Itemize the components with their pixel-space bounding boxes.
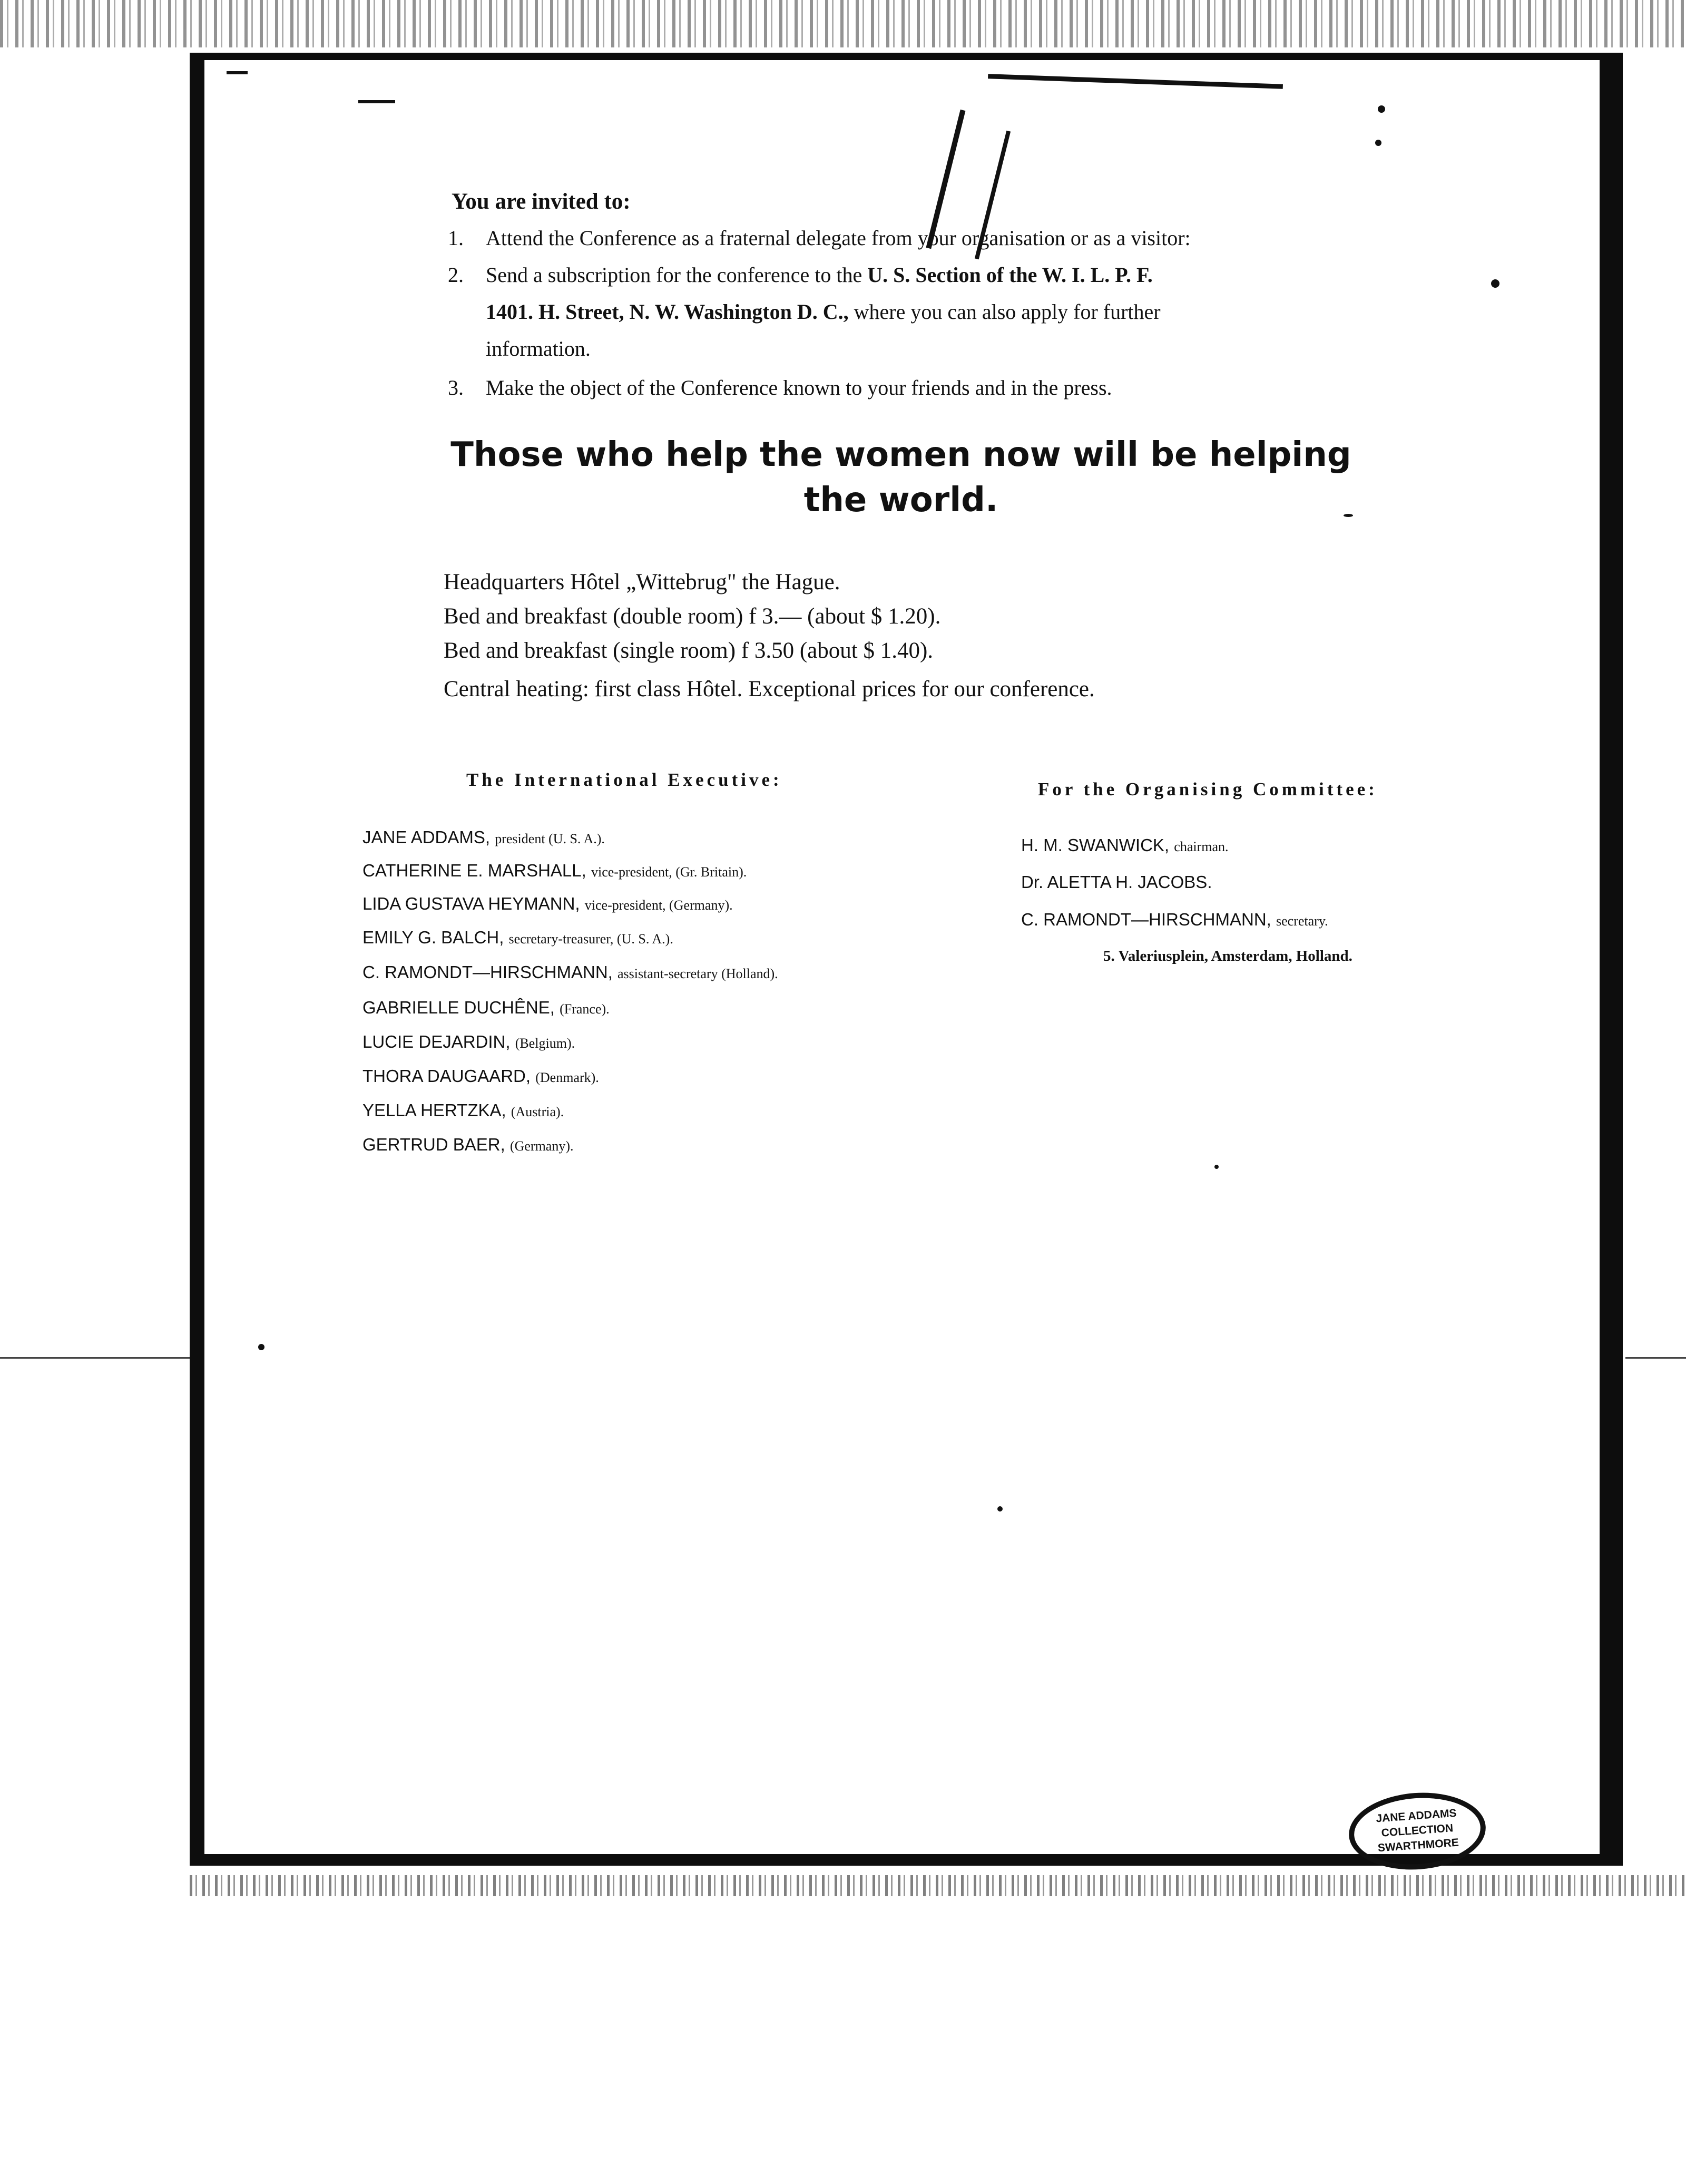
executive-member — [362, 894, 733, 914]
slogan-line: Those who help the women now will be helping — [450, 435, 1351, 474]
member-name: JANE ADDAMS, — [362, 827, 491, 847]
member-name: YELLA HERTZKA, — [362, 1100, 506, 1120]
document-page — [190, 53, 1623, 1866]
executive-member — [362, 861, 747, 881]
pen-mark — [227, 71, 248, 74]
hotel-line: Bed and breakfast (double room) f 3.— (about $ 1.20). — [444, 604, 941, 629]
executive-member — [362, 1135, 574, 1155]
member-name: Dr. ALETTA H. JACOBS. — [1021, 872, 1212, 892]
invitation-item-2-cont — [486, 299, 1161, 324]
member-name: C. RAMONDT—HIRSCHMANN, — [1021, 910, 1271, 929]
invitation-item-3 — [448, 375, 1112, 400]
invitation-item-1 — [448, 226, 1191, 250]
committee-member — [1021, 835, 1229, 855]
slogan-line: the world. — [803, 481, 998, 520]
fold-line-left — [0, 1357, 190, 1359]
hotel-line: Headquarters Hôtel „Wittebrug" the Hague. — [444, 570, 840, 594]
invitation-heading: You are invited to: — [452, 189, 631, 214]
member-role: chairman. — [1174, 839, 1229, 854]
member-name: GERTRUD BAER, — [362, 1135, 505, 1154]
member-role: vice-president, (Gr. Britain). — [591, 864, 747, 880]
executive-member — [362, 1032, 575, 1052]
member-role: assistant-secretary (Holland). — [617, 966, 778, 981]
member-name: THORA DAUGAARD, — [362, 1066, 531, 1086]
speck — [997, 1506, 1003, 1512]
executive-member — [362, 1066, 599, 1086]
item-number: 1. — [448, 226, 464, 250]
member-name: GABRIELLE DUCHÊNE, — [362, 998, 555, 1017]
member-role: (Germany). — [509, 1138, 574, 1154]
item-number: 3. — [448, 376, 464, 399]
executive-heading: The International Executive: — [466, 769, 782, 790]
stamp-line: COLLECTION — [1381, 1822, 1454, 1839]
item-text: Send a subscription for the conference to the — [486, 263, 868, 287]
scan-bottom-edge — [190, 1875, 1686, 1896]
committee-member — [1021, 872, 1212, 892]
speck — [1491, 279, 1499, 288]
speck — [1214, 1165, 1219, 1169]
scan-top-edge — [0, 0, 1686, 47]
item-text: Attend the Conference as a fraternal delegate from your organisation or as a visitor: — [486, 226, 1191, 250]
speck — [258, 1344, 264, 1350]
executive-member — [362, 962, 778, 982]
member-name: CATHERINE E. MARSHALL, — [362, 861, 586, 880]
member-name: EMILY G. BALCH, — [362, 928, 504, 947]
item-number: 2. — [448, 263, 464, 287]
member-role: secretary. — [1276, 913, 1328, 929]
executive-member — [362, 998, 610, 1018]
stamp-line: SWARTHMORE — [1377, 1836, 1459, 1855]
hotel-line: Central heating: first class Hôtel. Exceptional prices for our conference. — [444, 677, 1095, 701]
committee-member — [1021, 910, 1328, 930]
pen-mark — [358, 100, 395, 103]
member-role: (Denmark). — [535, 1070, 599, 1085]
item-text-bold: U. S. Section of the W. I. L. P. F. — [867, 263, 1153, 287]
member-role: vice-president, (Germany). — [584, 898, 733, 913]
invitation-item-2-cont: information. — [486, 337, 591, 360]
executive-member — [362, 928, 673, 948]
speck — [1378, 105, 1385, 113]
member-role: (France). — [560, 1001, 610, 1017]
member-role: secretary-treasurer, (U. S. A.). — [508, 931, 673, 947]
item-text-bold: 1401. H. Street, N. W. Washington D. C., — [486, 300, 849, 324]
speck — [1375, 140, 1381, 146]
member-name: LUCIE DEJARDIN, — [362, 1032, 511, 1051]
committee-address: 5. Valeriusplein, Amsterdam, Holland. — [1103, 948, 1352, 964]
member-role: president (U. S. A.). — [495, 831, 605, 846]
executive-member — [362, 827, 605, 847]
executive-member — [362, 1100, 564, 1120]
fold-line-right — [1625, 1357, 1686, 1359]
member-name: H. M. SWANWICK, — [1021, 835, 1170, 855]
slogan — [400, 432, 1401, 523]
member-name: LIDA GUSTAVA HEYMANN, — [362, 894, 580, 913]
member-role: (Belgium). — [515, 1036, 575, 1051]
member-name: C. RAMONDT—HIRSCHMANN, — [362, 962, 613, 982]
hotel-line: Bed and breakfast (single room) f 3.50 (about $ 1.40). — [444, 638, 934, 663]
item-text: where you can also apply for further — [848, 300, 1161, 324]
item-text: Make the object of the Conference known to your friends and in the press. — [486, 376, 1112, 399]
member-role: (Austria). — [511, 1104, 564, 1119]
committee-heading: For the Organising Committee: — [1038, 779, 1378, 799]
invitation-item-2 — [448, 262, 1153, 287]
stamp-line: JANE ADDAMS — [1375, 1807, 1457, 1825]
